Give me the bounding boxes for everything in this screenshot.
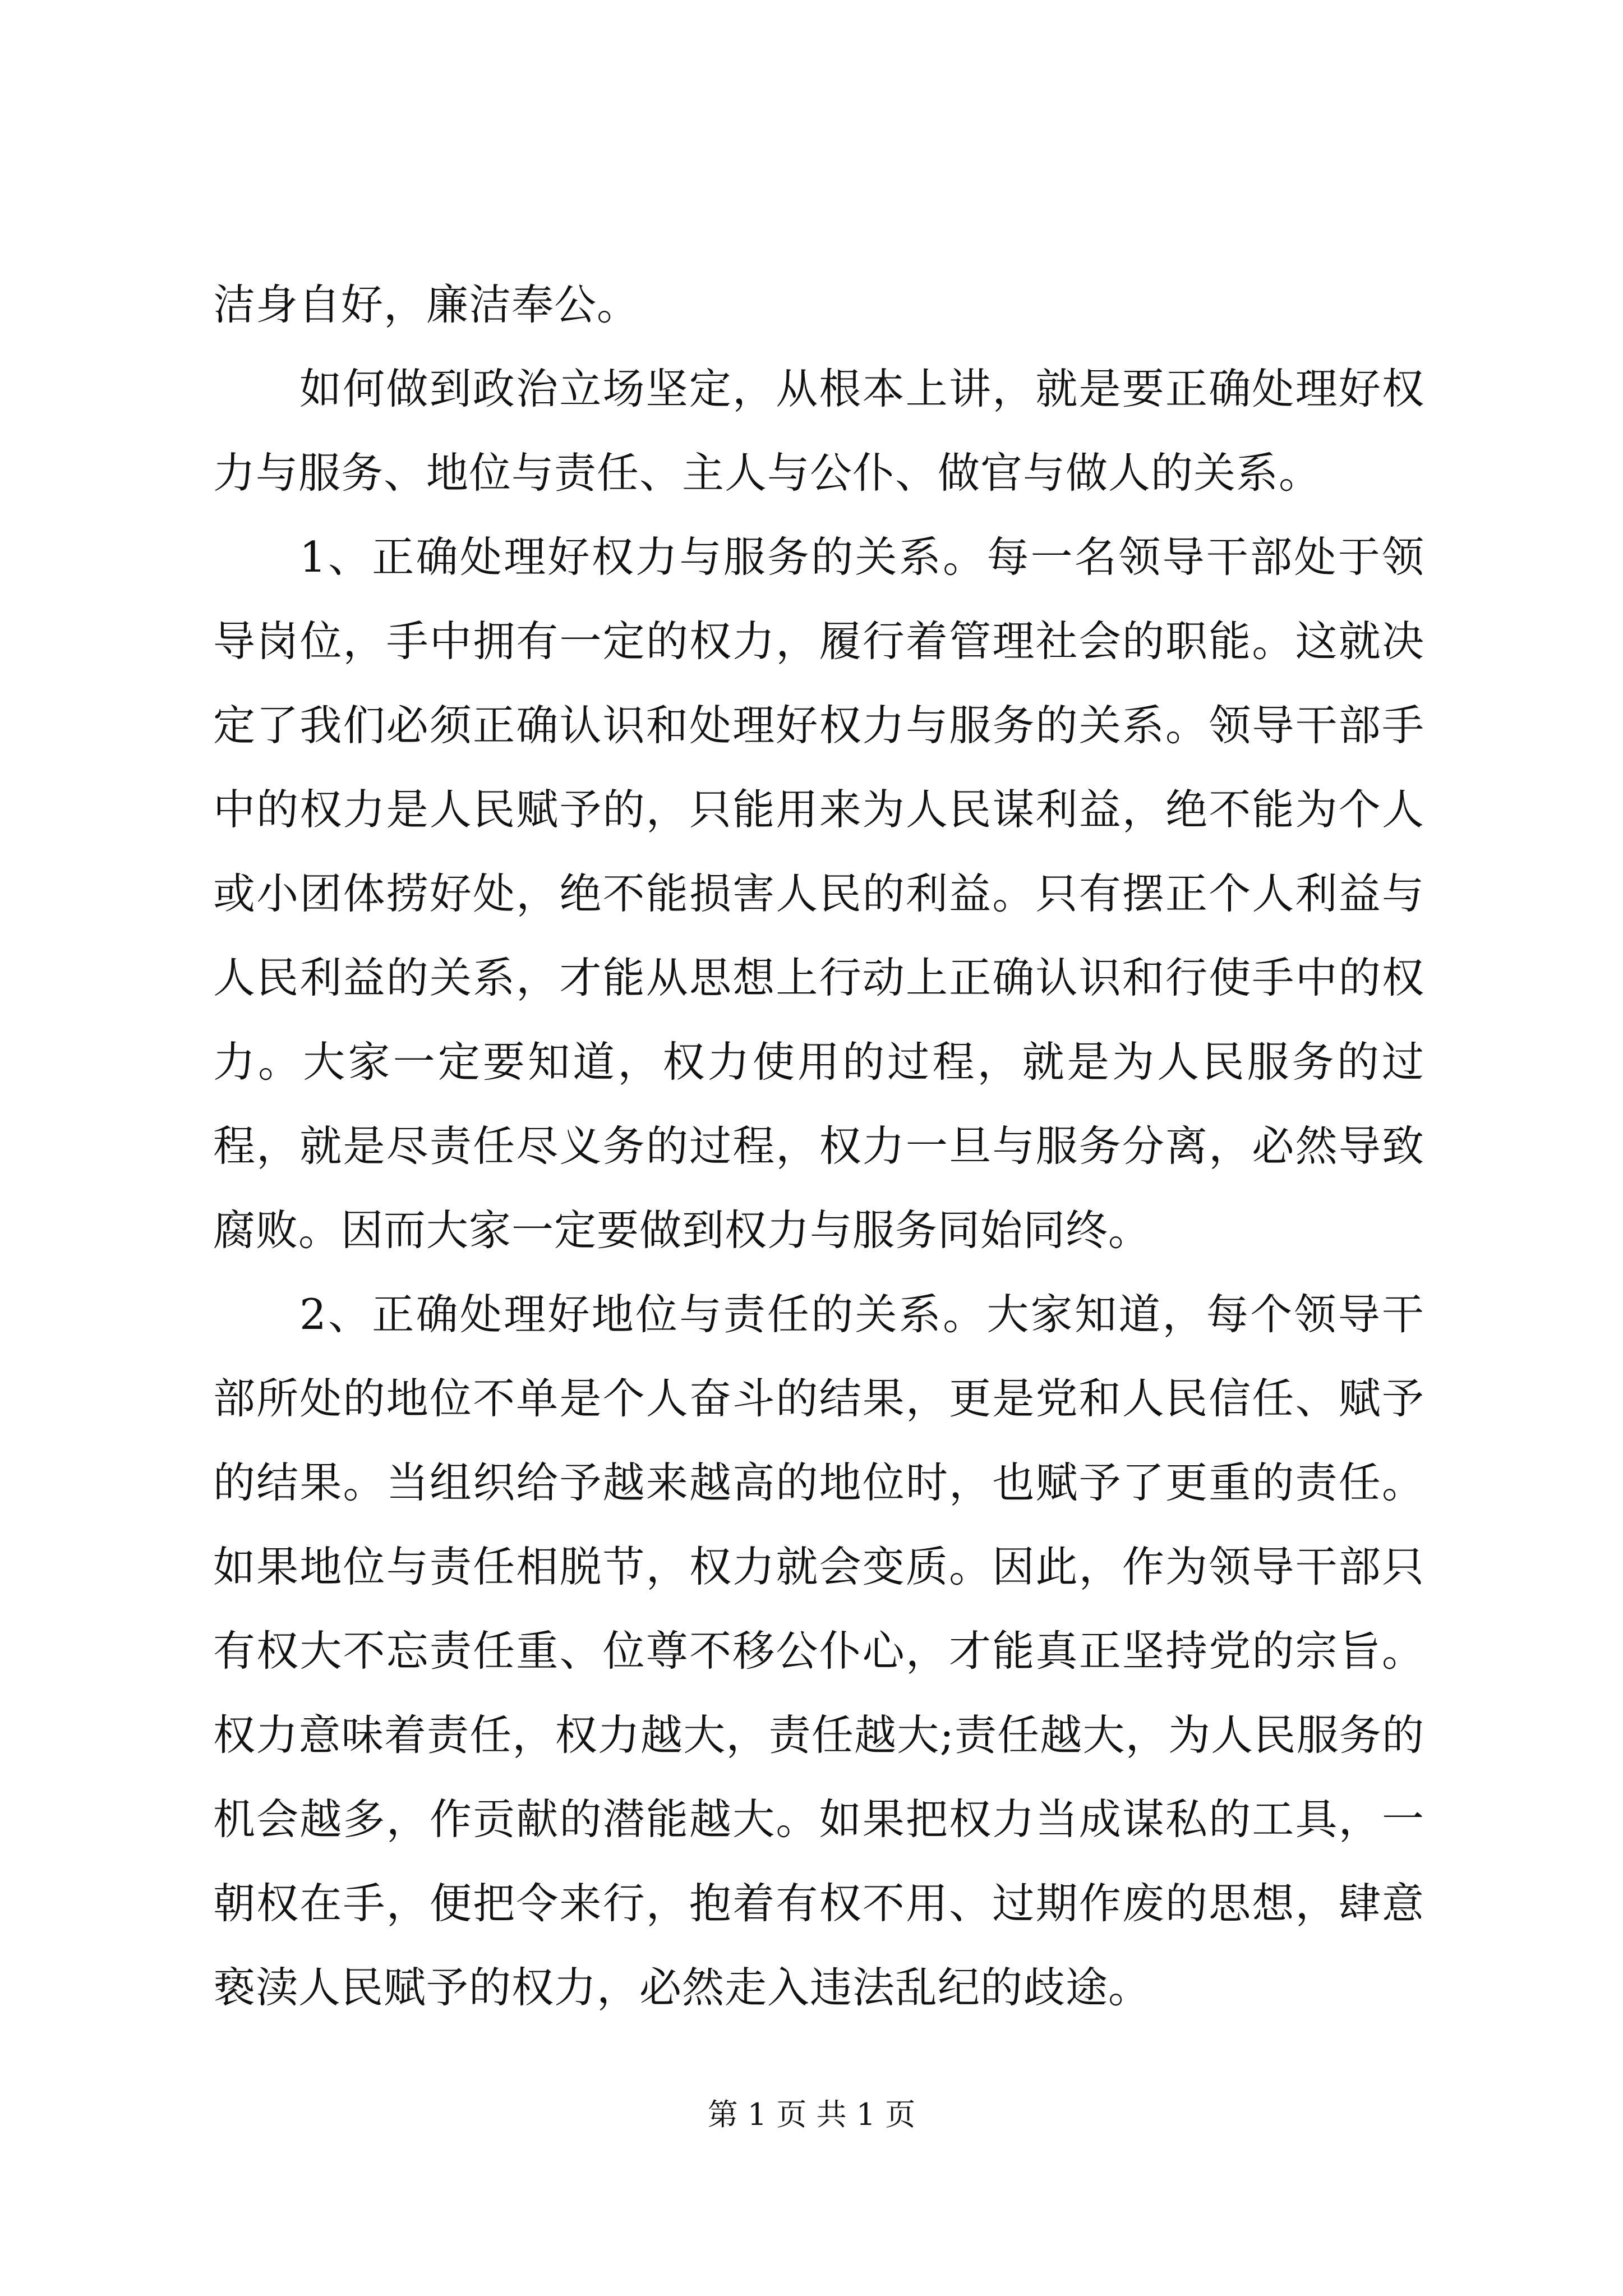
paragraph-status-and-responsibility: 2、正确处理好地位与责任的关系。大家知道，每个领导干部所处的地位不单是个人奋斗的结果，更是党和人民信任、赋予的结果。当组织给予越来越高的地位时，也赋予了更重的责任。如果地位与责任相脱节，权力就会变质。因此，作为领导干部只有权大不忘责任重、位尊不移公仆心，才能真正坚持党的宗旨。权力意味着责任，权力越大，责任越大;责任越大，为人民服务的机会越多，作贡献的潜能越大。如果把权力当成谋私的工具，一朝权在手，便把令来行，抱着有权不用、过期作废的思想，肆意亵渎人民赋予的权力，必然走入违法乱纪的歧途。 bbox=[213, 1290, 1424, 2012]
paragraph-continuation: 洁身自好，廉洁奉公。 bbox=[213, 280, 640, 329]
paragraph-power-and-service: 1、正确处理好权力与服务的关系。每一名领导干部处于领导岗位，手中拥有一定的权力，履行着管理社会的职能。这就决定了我们必须正确认识和处理好权力与服务的关系。领导干部手中的权力是人民赋予的，只能用来为人民谋利益，绝不能为个人或小团体捞好处，绝不能损害人民的利益。只有摆正个人利益与人民利益的关系，才能从思想上行动上正确认识和行使手中的权力。大家一定要知道，权力使用的过程，就是为人民服务的过程，就是尽责任尽义务的过程，权力一旦与服务分离，必然导致腐败。因而大家一定要做到权力与服务同始同终。 bbox=[213, 532, 1424, 1255]
paragraph-intro: 如何做到政治立场坚定，从根本上讲，就是要正确处理好权力与服务、地位与责任、主人与公仆、做官与做人的关系。 bbox=[213, 364, 1424, 498]
document-body bbox=[213, 263, 1424, 2030]
page-footer: 第 1 页 共 1 页 bbox=[707, 2097, 916, 2132]
